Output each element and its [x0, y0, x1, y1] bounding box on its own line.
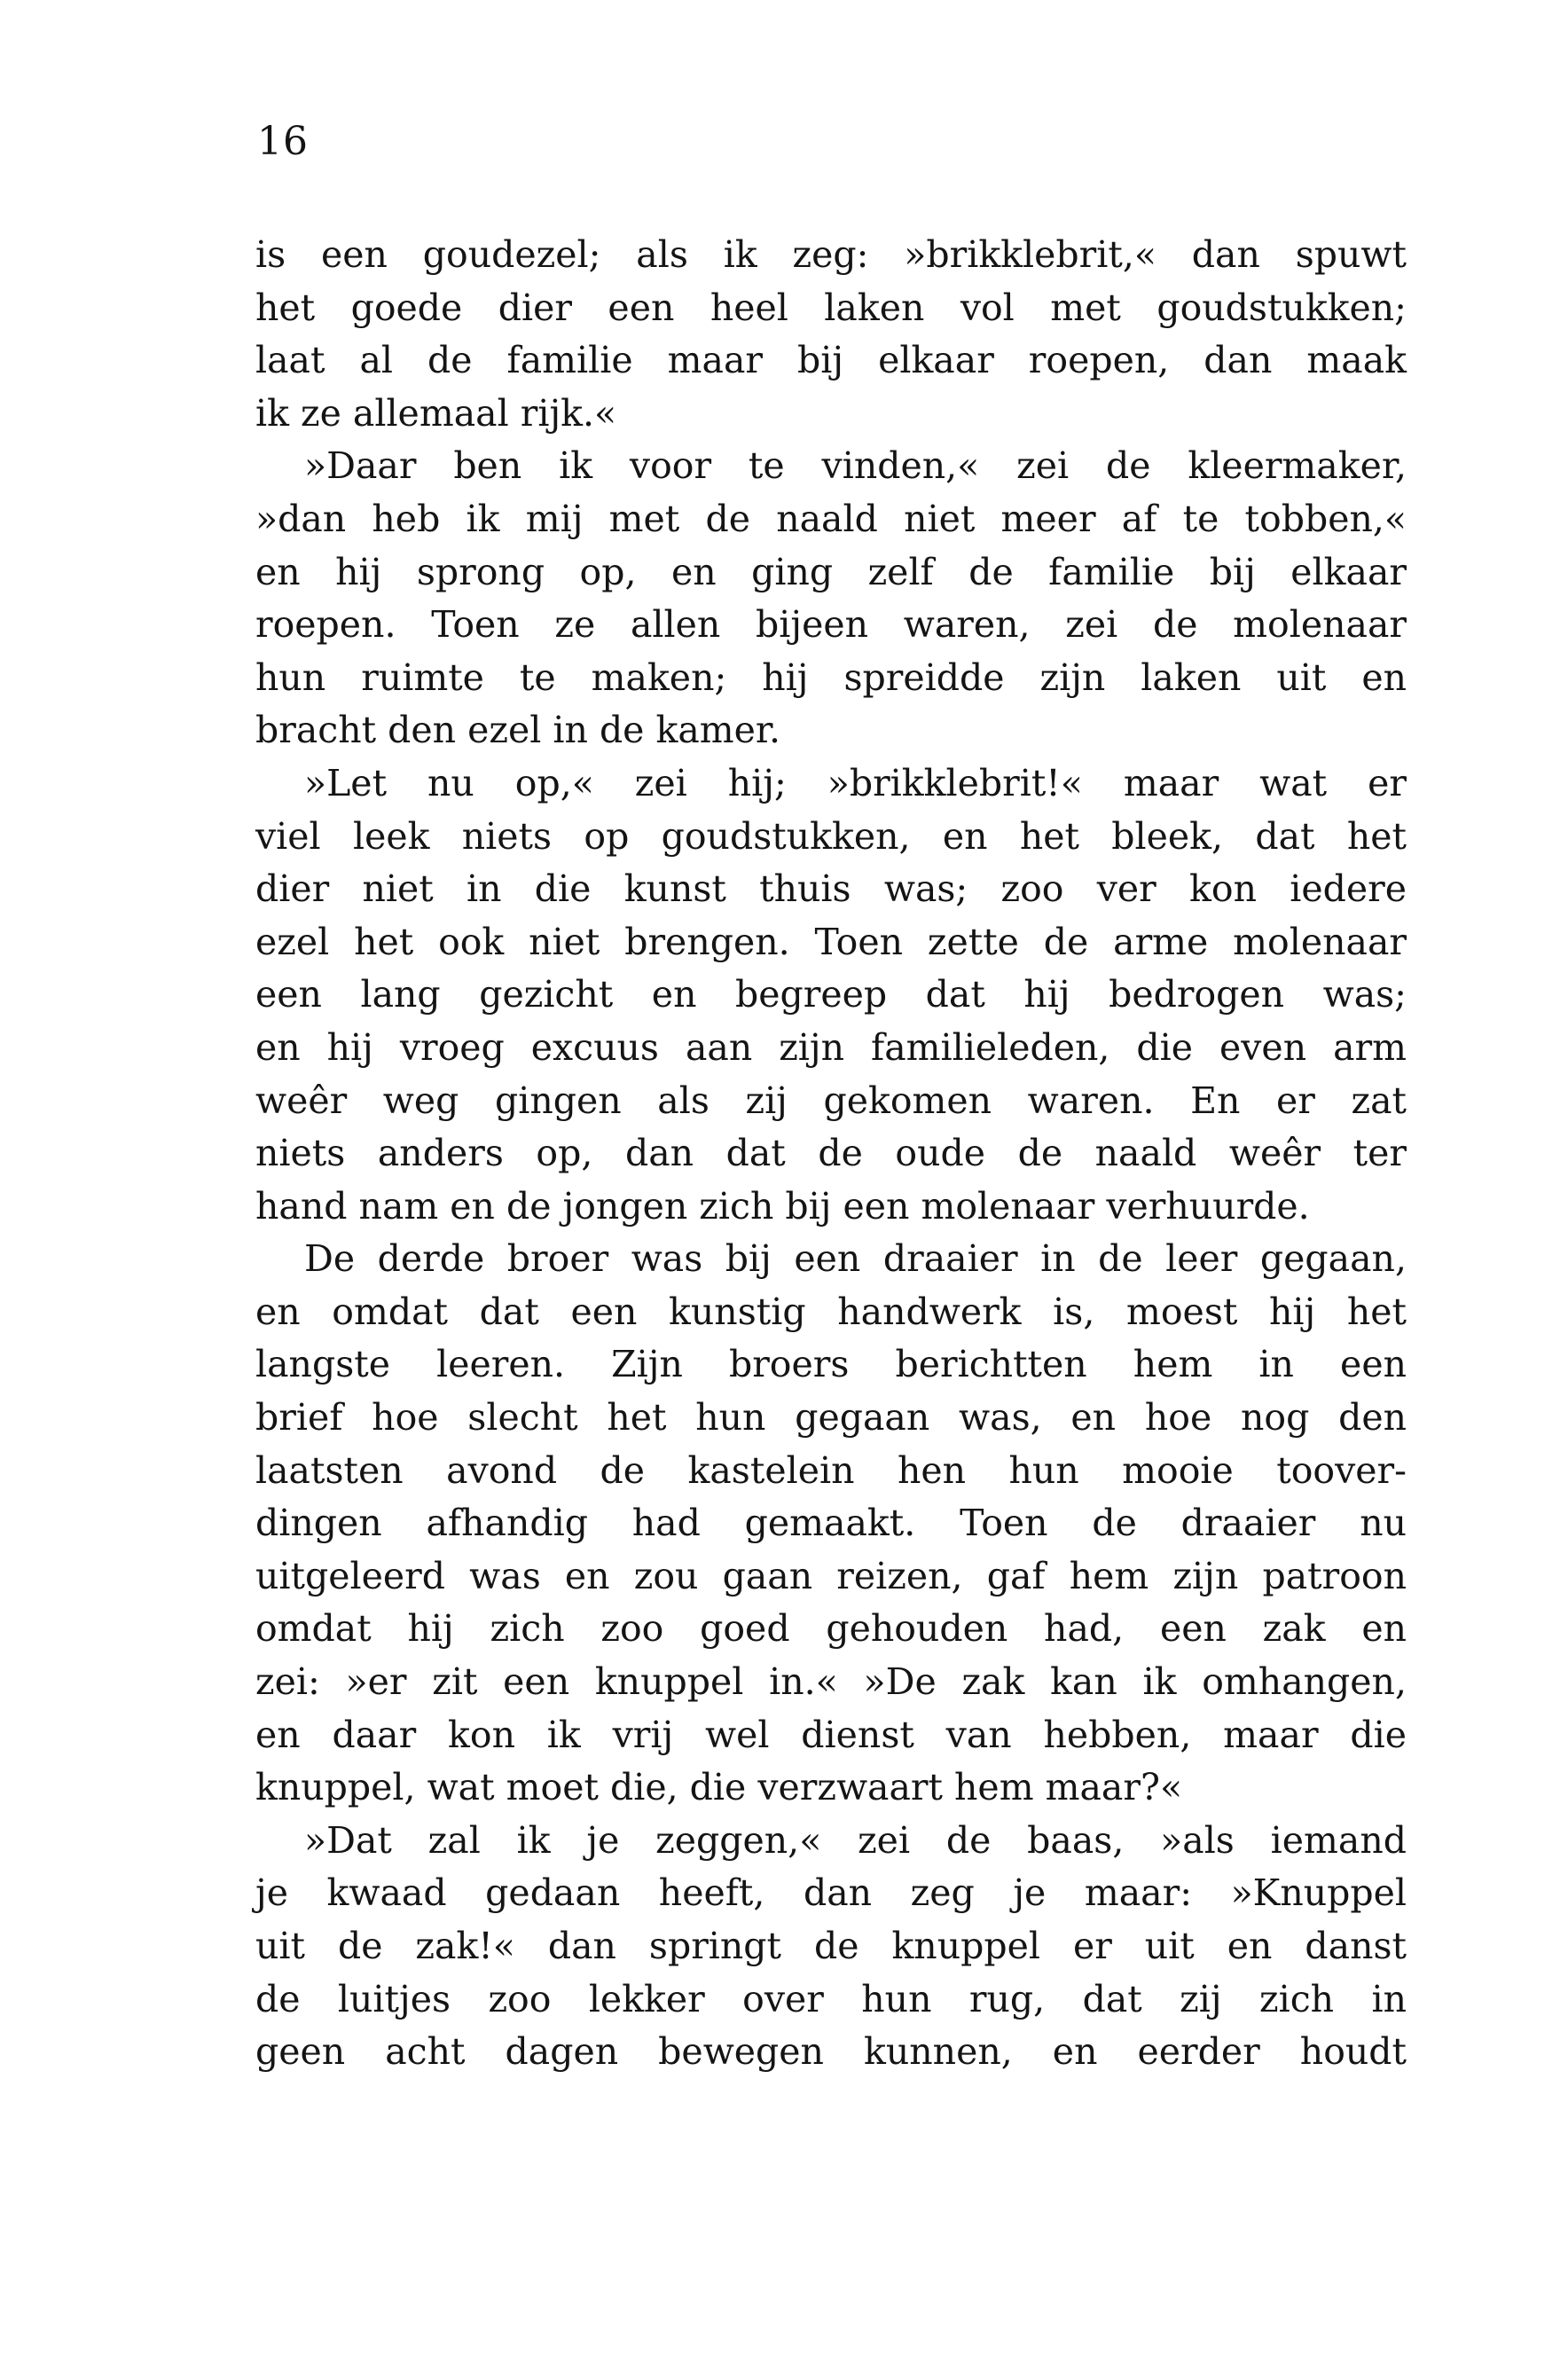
page-number: 16: [257, 119, 309, 164]
text-line: en omdat dat een kunstig handwerk is, moest hij het: [255, 1290, 1407, 1333]
text-line: uit de zak!« dan springt de knuppel er uit en danst: [255, 1925, 1407, 1967]
text-line: je kwaad gedaan heeft, dan zeg je maar: »Knuppel: [255, 1871, 1407, 1915]
text-line: langste leeren. Zijn broers berichtten hem in een: [255, 1343, 1407, 1386]
text-line: dingen afhandig had gemaakt. Toen de draaier nu: [255, 1502, 1407, 1545]
text-line: »dan heb ik mij met de naald niet meer af te tobben,«: [255, 497, 1407, 540]
text-line: roepen. Toen ze allen bijeen waren, zei de molenaar: [255, 603, 1407, 647]
text-line: niets anders op, dan dat de oude de naald weêr ter: [255, 1132, 1407, 1175]
text-line: hun ruimte te maken; hij spreidde zijn laken uit en: [255, 655, 1407, 699]
text-line: een lang gezicht en begreep dat hij bedrogen was;: [255, 973, 1407, 1016]
text-line: ik ze allemaal rijk.«: [255, 391, 617, 435]
text-line: de luitjes zoo lekker over hun rug, dat zij zich in: [255, 1977, 1407, 2020]
text-line: het goede dier een heel laken vol met goudstukken;: [255, 286, 1407, 329]
text-line: en hij sprong op, en ging zelf de familie bij elkaar: [255, 550, 1407, 593]
text-line: laatsten avond de kastelein hen hun mooie toover-: [255, 1448, 1407, 1492]
text-line: weêr weg gingen als zij gekomen waren. En er zat: [255, 1079, 1407, 1122]
text-line: laat al de familie maar bij elkaar roepen, dan maak: [255, 339, 1407, 382]
text-line: omdat hij zich zoo goed gehouden had, een zak en: [255, 1607, 1407, 1651]
text-line: brief hoe slecht het hun gegaan was, en hoe nog den: [255, 1396, 1407, 1440]
text-line: ezel het ook niet brengen. Toen zette de arme molenaar: [255, 920, 1407, 963]
text-line: hand nam en de jongen zich bij een molenaar verhuurde.: [255, 1184, 1310, 1228]
text-line: viel leek niets op goudstukken, en het bleek, dat het: [255, 814, 1407, 858]
text-line: dier niet in die kunst thuis was; zoo ver kon iedere: [255, 867, 1407, 911]
text-line: knuppel, wat moet die, die verzwaart hem maar?«: [255, 1766, 1183, 1809]
body-text: [255, 229, 1407, 2079]
text-line: is een goudezel; als ik zeg: »brikklebrit,« dan spuwt: [255, 233, 1407, 276]
text-line: geen acht dagen bewegen kunnen, en eerder houdt: [255, 2030, 1407, 2074]
text-line: »Dat zal ik je zeggen,« zei de baas, »als iemand: [304, 1818, 1407, 1862]
text-line: bracht den ezel in de kamer.: [255, 709, 781, 752]
text-line: en hij vroeg excuus aan zijn familieleden, die even arm: [255, 1025, 1407, 1069]
text-line: »Let nu op,« zei hij; »brikklebrit!« maar wat er: [304, 761, 1407, 804]
text-line: »Daar ben ik voor te vinden,« zei de kleermaker,: [304, 444, 1407, 488]
text-line: De derde broer was bij een draaier in de leer gegaan,: [304, 1237, 1407, 1281]
text-line: en daar kon ik vrij wel dienst van hebben, maar die: [255, 1713, 1407, 1756]
text-line: zei: »er zit een knuppel in.« »De zak kan ik omhangen,: [255, 1660, 1407, 1704]
text-line: uitgeleerd was en zou gaan reizen, gaf hem zijn patroon: [255, 1554, 1407, 1597]
